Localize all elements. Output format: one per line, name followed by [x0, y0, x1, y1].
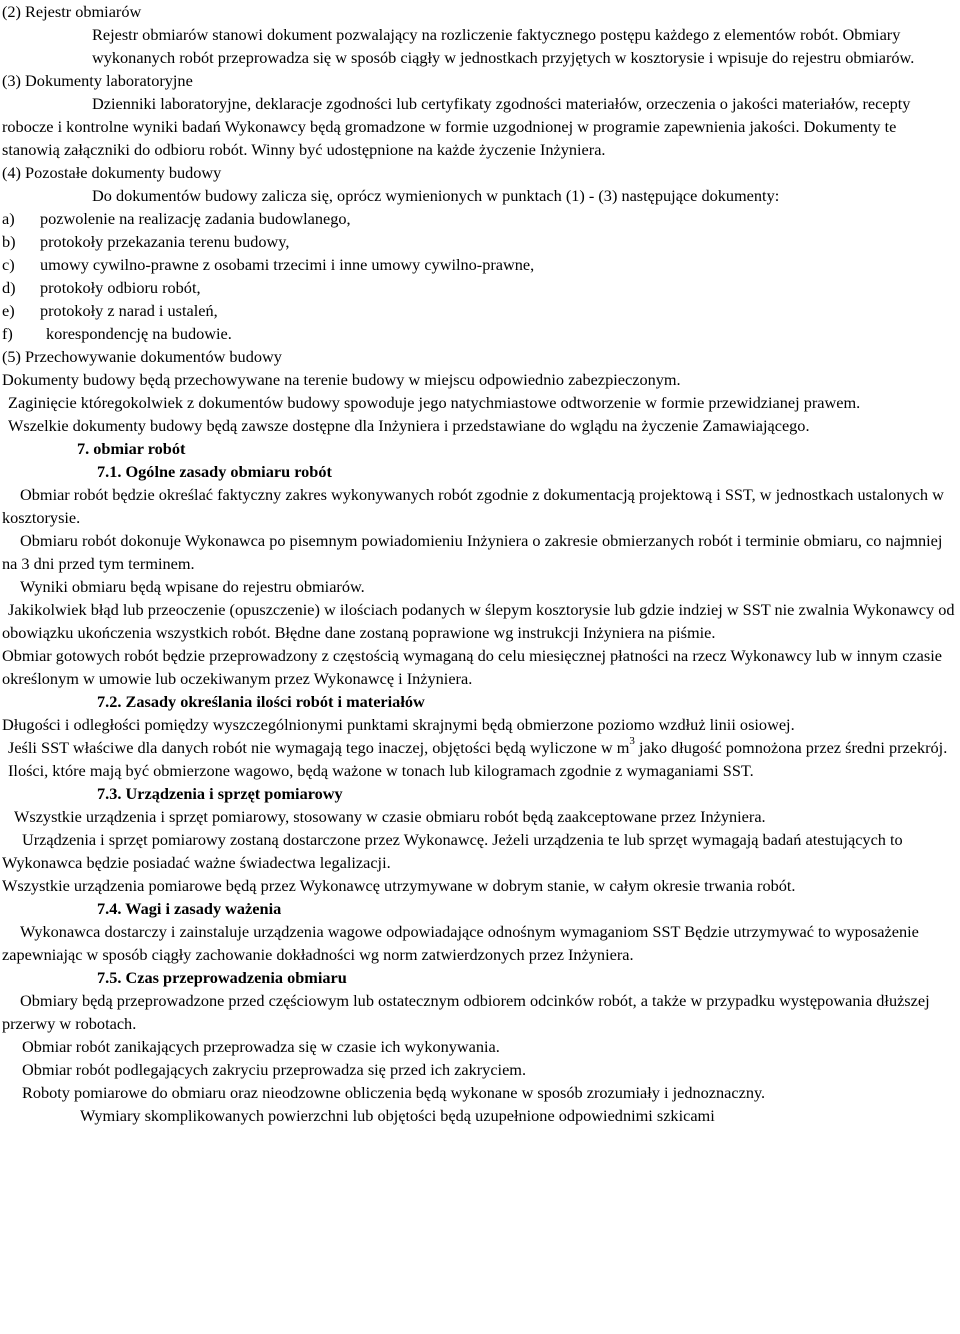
list-item: c) umowy cywilno-prawne z osobami trzecimi i inne umowy cywilno-prawne, — [2, 255, 535, 274]
subheading-7-5: 7.5. Czas przeprowadzenia obmiaru — [97, 968, 347, 987]
subheading-7-3: 7.3. Urządzenia i sprzęt pomiarowy — [97, 784, 343, 803]
paragraph-przechowywanie-3: Wszelkie dokumenty budowy będą zawsze dostępne dla Inżyniera i przedstawiane do wglądu na życzenie Zamawiającego. — [8, 416, 810, 435]
section-heading-przechowywanie: (5) Przechowywanie dokumentów budowy — [2, 347, 282, 366]
section-heading-pozostale-dokumenty: (4) Pozostałe dokumenty budowy — [2, 163, 222, 182]
list-item: a) pozwolenie na realizację zadania budowlanego, — [2, 209, 351, 228]
paragraph-przechowywanie-1: Dokumenty budowy będą przechowywane na terenie budowy w miejscu odpowiednio zabezpieczonym. — [2, 370, 681, 389]
paragraph-7-4-1: Wykonawca dostarczy i zainstaluje urządzenia wagowe odpowiadające odnośnym wymaganiom SST Będzie utrzymywać to wyposażenie zapewniając w sposób ciągły zachowanie dokładności wg norm zatwierdzonych przez Inżyniera. — [2, 922, 919, 964]
section-heading-rejestr-obmiarow: (2) Rejestr obmiarów — [2, 2, 142, 21]
paragraph-7-1-3: Wyniki obmiaru będą wpisane do rejestru obmiarów. — [20, 577, 365, 596]
paragraph-7-3-2: Urządzenia i sprzęt pomiarowy zostaną dostarczone przez Wykonawcę. Jeżeli urządzenia te lub sprzęt wymagają badań atestujących to Wykonawca będzie posiadać ważne świadectwa legalizacji. — [2, 830, 903, 872]
paragraph-7-5-4: Roboty pomiarowe do obmiaru oraz nieodzowne obliczenia będą wykonane w sposób zrozumiały i jednoznaczny. — [22, 1083, 766, 1102]
paragraph-pozostale-dokumenty: Do dokumentów budowy zalicza się, oprócz wymienionych w punktach (1) - (3) następujące dokumenty: — [92, 186, 780, 205]
paragraph-7-5-3: Obmiar robót podlegających zakryciu przeprowadza się przed ich zakryciem. — [22, 1060, 527, 1079]
chapter-heading-obmiar-robot: 7. obmiar robót — [77, 439, 186, 458]
paragraph-7-5-5: Wymiary skomplikowanych powierzchni lub objętości będą uzupełnione odpowiednimi szkicami — [80, 1106, 715, 1125]
paragraph-7-1-5: Obmiar gotowych robót będzie przeprowadzony z częstością wymaganą do celu miesięcznej płatności na rzecz Wykonawcy lub w innym czasie określonym w umowie lub oczekiwanym przez Wykonawcę i Inżyniera. — [2, 646, 942, 688]
paragraph-7-5-2: Obmiar robót zanikających przeprowadza się w czasie ich wykonywania. — [22, 1037, 500, 1056]
paragraph-rejestr-obmiarow: Rejestr obmiarów stanowi dokument pozwalający na rozliczenie faktycznego postępu każdego z elementów robót. Obmiary wykonanych robót przeprowadza się w sposób ciągły w jednostkach przyjętych w kosztorysie i wpisuje do rejestru obmiarów. — [92, 25, 915, 67]
subheading-7-1: 7.1. Ogólne zasady obmiaru robót — [97, 462, 332, 481]
list-item: e) protokoły z narad i ustaleń, — [2, 301, 218, 320]
subheading-7-4: 7.4. Wagi i zasady ważenia — [97, 899, 282, 918]
list-item: f) korespondencję na budowie. — [2, 324, 232, 343]
list-item: b) protokoły przekazania terenu budowy, — [2, 232, 290, 251]
paragraph-7-1-4: Jakikolwiek błąd lub przeoczenie (opuszczenie) w ilościach podanych w ślepym kosztorysie lub gdzie indziej w SST nie zwalnia Wykonawcy od obowiązku ukończenia wszystkich robót. Błędne dane zostaną poprawione wg instrukcji Inżyniera na piśmie. — [2, 600, 955, 642]
subheading-7-2: 7.2. Zasady określania ilości robót i materiałów — [97, 692, 425, 711]
paragraph-7-5-1: Obmiary będą przeprowadzone przed częściowym lub ostatecznym odbiorem odcinków robót, a także w przypadku występowania dłuższej przerwy w robotach. — [2, 991, 930, 1033]
paragraph-7-3-3: Wszystkie urządzenia pomiarowe będą przez Wykonawcę utrzymywane w dobrym stanie, w całym okresie trwania robót. — [2, 876, 796, 895]
section-heading-dokumenty-laboratoryjne: (3) Dokumenty laboratoryjne — [2, 71, 193, 90]
paragraph-7-2-2: Jeśli SST właściwe dla danych robót nie wymagają tego inaczej, objętości będą wyliczone w $m^3$ jako długość pomnożona przez średni przekrój. — [8, 734, 948, 757]
paragraph-7-1-2: Obmiaru robót dokonuje Wykonawca po pisemnym powiadomieniu Inżyniera o zakresie obmierzanych robót i terminie obmiaru, co najmniej na 3 dni przed tym terminem. — [2, 531, 943, 573]
paragraph-7-2-3: Ilości, które mają być obmierzone wagowo, będą ważone w tonach lub kilogramach zgodnie z wymaganiami SST. — [8, 761, 754, 780]
paragraph-7-1-1: Obmiar robót będzie określać faktyczny zakres wykonywanych robót zgodnie z dokumentacją projektową i SST, w jednostkach ustalonych w kosztorysie. — [2, 485, 944, 527]
paragraph-dokumenty-laboratoryjne: Dzienniki laboratoryjne, deklaracje zgodności lub certyfikaty zgodności materiałów, orzeczenia o jakości materiałów, recepty robocze i kontrolne wyniki badań Wykonawcy będą gromadzone w formie uzgodnionej w programie zapewnienia jakości. Dokumenty te stanowią załączniki do odbioru robót. Winny być udostępnione na każde życzenie Inżyniera. — [2, 94, 911, 159]
paragraph-7-3-1: Wszystkie urządzenia i sprzęt pomiarowy, stosowany w czasie obmiaru robót będą zaakceptowane przez Inżyniera. — [14, 807, 766, 826]
list-item: d) protokoły odbioru robót, — [2, 278, 201, 297]
paragraph-7-2-1: Długości i odległości pomiędzy wyszczególnionymi punktami skrajnymi będą obmierzone poziomo wzdłuż linii osiowej. — [2, 715, 795, 734]
paragraph-przechowywanie-2: Zaginięcie któregokolwiek z dokumentów budowy spowoduje jego natychmiastowe odtworzenie w formie przewidzianej prawem. — [8, 393, 861, 412]
